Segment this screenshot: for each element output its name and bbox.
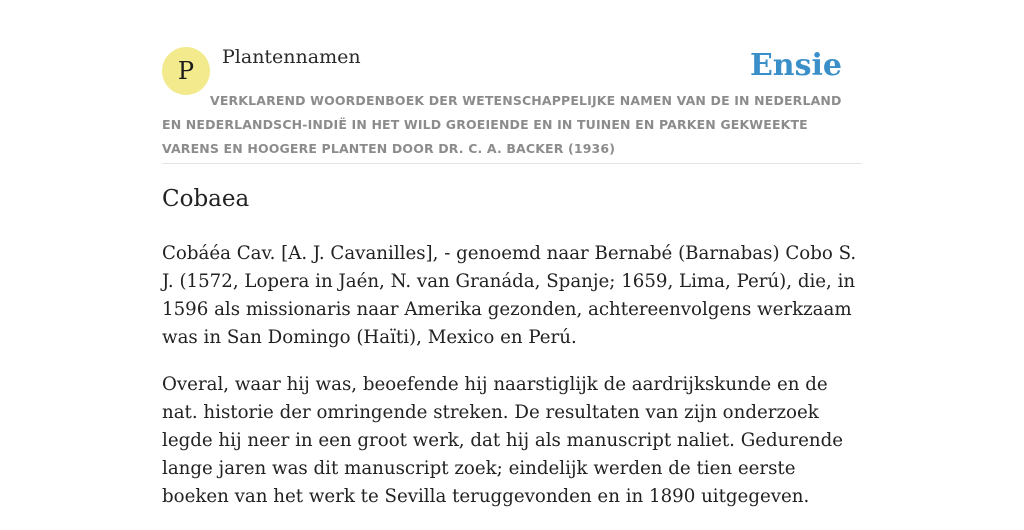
entry-title: Cobaea: [162, 186, 250, 212]
entry-paragraph: Overal, waar hij was, beoefende hij naarstiglijk de aardrijkskunde en de nat. historie der omringende streken. De resultaten van zijn onderzoek legde hij neer in een groot werk, dat hij als manuscript naliet. Gedurende lange jaren was dit manuscript zoek; eindelijk werden de tien eerste boeken van het werk te Sevilla teruggevonden en in 1890 uitgegeven.: [162, 374, 843, 507]
entry-paragraph: Cobáéa Cav. [A. J. Cavanilles], - genoemd naar Bernabé (Barnabas) Cobo S. J. (1572, Lopera in Jaén, N. van Granáda, Spanje; 1659, Lima, Perú), die, in 1596 als missionaris naar Amerika gezonden, achtereenvolgens werkzaam was in San Domingo (Haïti), Mexico en Perú.: [162, 243, 857, 348]
header: [162, 0, 862, 164]
page-container: [162, 0, 862, 507]
ensie-brand-logo[interactable]: Ensie: [749, 48, 842, 83]
dictionary-name-link[interactable]: Plantennamen: [222, 46, 361, 68]
logo-letter: P: [177, 57, 195, 85]
dictionary-subtitle: VERKLAREND WOORDENBOEK DER WETENSCHAPPELIJKE NAMEN VAN DE IN NEDERLAND EN NEDERLANDSCH-INDIË IN HET WILD GROEIENDE EN IN TUINEN EN PARKEN GEKWEEKTE VARENS EN HOOGERE PLANTEN DOOR DR. C. A. BACKER (1936): [162, 93, 842, 156]
dictionary-logo[interactable]: [162, 47, 210, 95]
entry-body: [162, 240, 862, 530]
